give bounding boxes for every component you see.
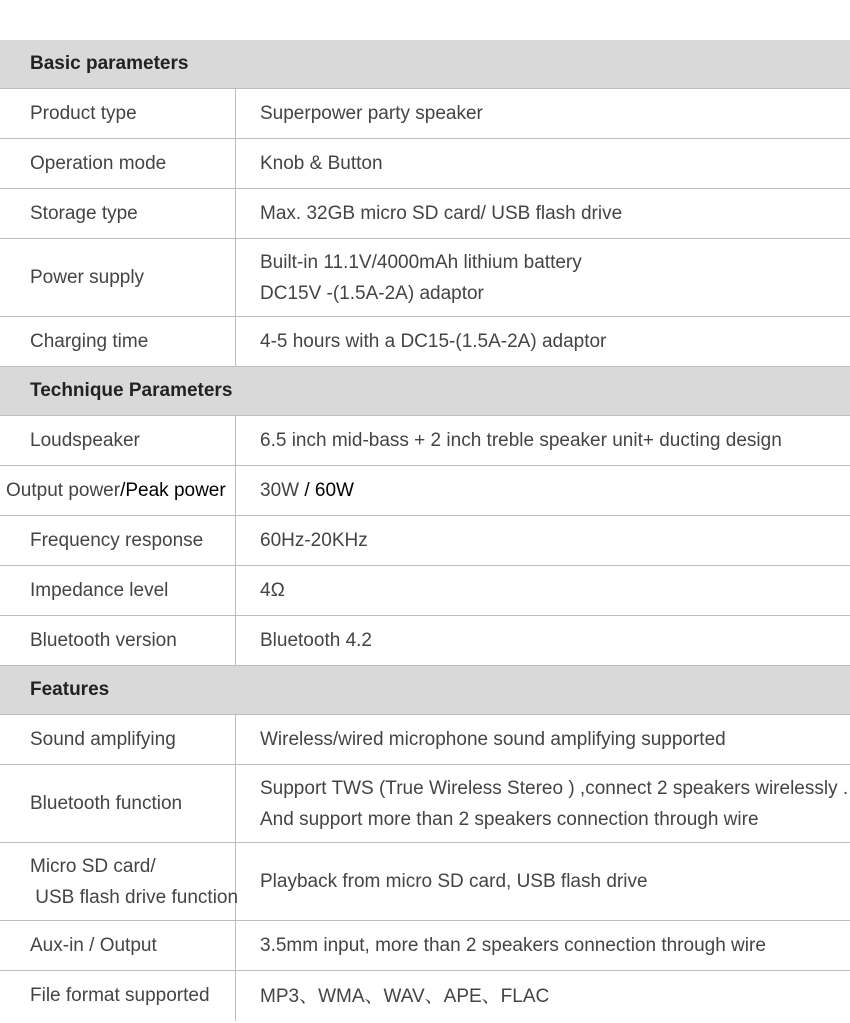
row-label: Bluetooth function — [0, 765, 236, 842]
spec-table — [0, 40, 850, 1021]
row-value — [236, 765, 850, 842]
table-row — [0, 566, 850, 616]
label-line: Micro SD card/ — [30, 855, 156, 877]
row-value — [236, 416, 850, 465]
row-label — [0, 843, 239, 920]
table-row — [0, 139, 850, 189]
row-label: Storage type — [0, 189, 236, 238]
table-row — [0, 317, 850, 367]
table-row — [0, 971, 850, 1021]
table-row — [0, 466, 850, 516]
value-text: 4-5 hours with a DC15-(1.5A-2A) adaptor — [260, 331, 607, 352]
value-line: Support TWS (True Wireless Stereo ) ,connect 2 speakers wirelessly . — [260, 777, 849, 799]
row-value — [236, 971, 850, 1021]
row-value — [236, 921, 850, 970]
value-text: MP3、WMA、WAV、APE、FLAC — [260, 985, 550, 1007]
value-text: Max. 32GB micro SD card/ USB flash drive — [260, 203, 623, 224]
label-part: Output power — [6, 479, 121, 501]
section-header-basic — [0, 40, 850, 89]
row-value — [236, 466, 850, 515]
row-value — [236, 616, 850, 665]
row-label: Frequency response — [0, 516, 236, 565]
value-text: 3.5mm input, more than 2 speakers connection through wire — [260, 935, 766, 956]
value-part: 30W — [260, 480, 300, 501]
table-row — [0, 516, 850, 566]
row-value — [236, 89, 850, 138]
value-text: Wireless/wired microphone sound amplifying supported — [260, 729, 726, 750]
row-value — [236, 189, 850, 238]
value-text: Bluetooth 4.2 — [260, 630, 372, 651]
table-row — [0, 715, 850, 765]
label-part-peak: /Peak power — [120, 479, 226, 501]
row-value — [236, 139, 850, 188]
row-label: Impedance level — [0, 566, 236, 615]
section-title: Features — [30, 679, 110, 700]
row-value — [236, 317, 850, 366]
value-part-peak: / 60W — [299, 480, 354, 501]
row-label: File format supported — [0, 971, 236, 1021]
row-value — [236, 566, 850, 615]
section-header-technique — [0, 367, 850, 416]
value-text: Superpower party speaker — [260, 103, 483, 124]
table-row — [0, 843, 850, 921]
value-text: 4Ω — [260, 580, 285, 601]
row-label: Operation mode — [0, 139, 236, 188]
table-row — [0, 89, 850, 139]
row-value — [236, 715, 850, 764]
value-text: Playback from micro SD card, USB flash drive — [260, 871, 648, 892]
row-label: Bluetooth version — [0, 616, 236, 665]
value-text: 60Hz-20KHz — [260, 530, 368, 551]
table-row — [0, 765, 850, 843]
section-title: Technique Parameters — [30, 380, 233, 401]
table-row — [0, 416, 850, 466]
table-row — [0, 616, 850, 666]
row-label: Loudspeaker — [0, 416, 236, 465]
row-label: Sound amplifying — [0, 715, 236, 764]
value-line: DC15V -(1.5A-2A) adaptor — [260, 282, 484, 304]
value-line: Built-in 11.1V/4000mAh lithium battery — [260, 251, 582, 273]
row-label: Power supply — [0, 239, 236, 316]
row-label: Product type — [0, 89, 236, 138]
row-label — [0, 466, 236, 515]
row-label: Aux-in / Output — [0, 921, 236, 970]
value-line: And support more than 2 speakers connection through wire — [260, 808, 759, 830]
value-text: Knob & Button — [260, 153, 383, 174]
row-value — [236, 239, 850, 316]
table-row — [0, 189, 850, 239]
row-label: Charging time — [0, 317, 236, 366]
value-text: 6.5 inch mid-bass + 2 inch treble speaker unit+ ducting design — [260, 430, 782, 451]
row-value — [236, 516, 850, 565]
table-row — [0, 921, 850, 971]
table-row — [0, 239, 850, 317]
label-line: USB flash drive function — [30, 886, 239, 908]
section-title: Basic parameters — [30, 53, 189, 74]
section-header-features — [0, 666, 850, 715]
row-value — [236, 843, 850, 920]
